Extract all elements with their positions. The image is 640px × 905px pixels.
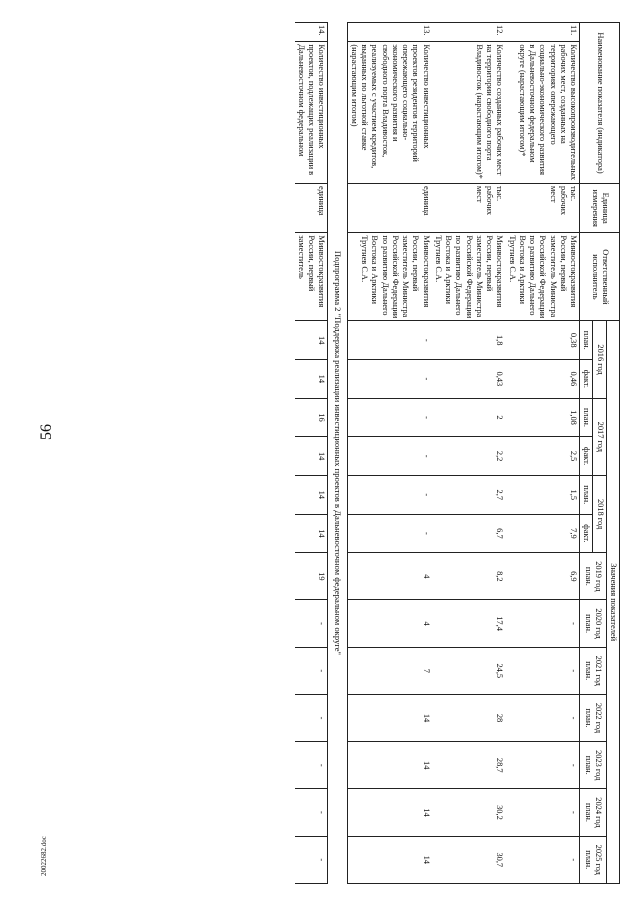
value-cell: 2,7 [432, 475, 506, 514]
subprogram-title: Подпрограмма 2 "Поддержка реализации инвестиционных проектов в Дальневосточном федеральном округе" [328, 23, 347, 884]
row-unit: тыс. рабочих мест [432, 184, 506, 233]
value-cell: 6,9 [506, 553, 580, 600]
value-cell: - [506, 694, 580, 741]
row-number: 13. [347, 23, 432, 42]
header-2020: 2020 год план. [580, 600, 607, 647]
value-cell: 1,8 [432, 321, 506, 360]
header-2017: 2017 год [593, 398, 606, 475]
row-responsible: Минвостокразвития России, первый заместитель Министра Российской Федерации по развитию Дальнего Востока и Арктики Трутнев С.А. [432, 233, 506, 321]
header-plan: план. [580, 475, 593, 514]
row-responsible: Минвостокразвития России, первый заместитель Министра Российской Федерации по развитию Дальнего Востока и Арктики Трутнев С.А. [506, 233, 580, 321]
value-cell: 14 [347, 836, 432, 883]
header-plan: план. [580, 321, 593, 360]
header-plan: план. [580, 398, 593, 437]
header-2021: 2021 год план. [580, 647, 607, 694]
value-cell: 7 [347, 647, 432, 694]
value-cell: 6,7 [432, 514, 506, 553]
value-cell: 2 [432, 398, 506, 437]
value-cell: 0,43 [432, 360, 506, 399]
value-cell: 30,7 [432, 836, 506, 883]
table-row [295, 23, 328, 884]
header-responsible: Ответственный исполнитель [580, 233, 620, 321]
value-cell: 8,2 [432, 553, 506, 600]
value-cell: 16 [295, 398, 328, 437]
row-name: Количество инвестиционных проектов резидентов территорий опережающего социально-экономического развития и свободного порта Владивосток, реализуемых с участием кредитов, выданных по льготной ставке (нарастающим итогом) [347, 42, 432, 184]
value-cell: - [347, 398, 432, 437]
value-cell: - [295, 600, 328, 647]
value-cell: 0,38 [506, 321, 580, 360]
row-unit: тыс. рабочих мест [506, 184, 580, 233]
value-cell: 14 [347, 789, 432, 836]
page-number: 56 [38, 424, 55, 440]
value-cell: - [347, 360, 432, 399]
value-cell: 4 [347, 553, 432, 600]
header-2023: 2023 год план. [580, 742, 607, 789]
row-responsible: Минвостокразвития России, первый заместитель Министра Российской Федерации по развитию Дальнего Востока и Арктики Трутнев С.А. [347, 233, 432, 321]
row-number: 11. [506, 23, 580, 42]
value-cell: 2,2 [432, 437, 506, 476]
value-cell: - [347, 514, 432, 553]
value-cell: 14 [295, 437, 328, 476]
value-cell: 19 [295, 553, 328, 600]
value-cell: 28,7 [432, 742, 506, 789]
value-cell: 28 [432, 694, 506, 741]
header-2018: 2018 год [593, 475, 606, 552]
value-cell: 4 [347, 600, 432, 647]
row-name: Количество созданных рабочих мест на территории свободного порта Владивосток (нарастающим итогом)* [432, 42, 506, 184]
value-cell: 1,08 [506, 398, 580, 437]
header-2019: 2019 год план. [580, 553, 607, 600]
table-row [506, 23, 580, 884]
value-cell: 24,5 [432, 647, 506, 694]
value-cell: 0,46 [506, 360, 580, 399]
row-responsible: Минвостокразвития России, первый заместитель [295, 233, 328, 321]
header-fact: факт. [580, 437, 593, 476]
value-cell: 14 [295, 321, 328, 360]
value-cell: - [506, 600, 580, 647]
header-fact: факт. [580, 360, 593, 399]
row-number: 12. [432, 23, 506, 42]
table-row [432, 23, 506, 884]
value-cell: - [347, 437, 432, 476]
row-name: Количество инвестиционных проектов, подлежащих реализации в Дальневосточном федеральном [295, 42, 328, 184]
value-cell: 17,4 [432, 600, 506, 647]
value-cell: - [295, 647, 328, 694]
value-cell: 7,9 [506, 514, 580, 553]
table-row [347, 23, 432, 884]
value-cell: - [295, 836, 328, 883]
value-cell: - [295, 789, 328, 836]
header-unit: Единица измерения [580, 184, 620, 233]
header-values: Значения показателей [606, 321, 619, 884]
subprogram-row [328, 23, 347, 884]
value-cell: - [506, 742, 580, 789]
value-cell: - [506, 789, 580, 836]
row-unit: единица [347, 184, 432, 233]
row-name: Количество высокопроизводительных рабочих мест, созданных на территориях опережающего социально-экономического развития в Дальневосточном федеральном округе (нарастающим итогом)* [506, 42, 580, 184]
value-cell: 14 [295, 475, 328, 514]
value-cell: 14 [347, 694, 432, 741]
value-cell: 1,5 [506, 475, 580, 514]
value-cell: - [347, 475, 432, 514]
value-cell: - [506, 836, 580, 883]
value-cell: 14 [295, 360, 328, 399]
row-unit: единица [295, 184, 328, 233]
value-cell: - [295, 694, 328, 741]
header-name: Наименование показателя (индикатора) [580, 23, 620, 184]
value-cell: - [506, 647, 580, 694]
header-2016: 2016 год [593, 321, 606, 398]
footer-code: 20022682.doc [40, 836, 48, 876]
value-cell: 2,5 [506, 437, 580, 476]
rotated-table-container [75, 22, 620, 884]
value-cell: 30,2 [432, 789, 506, 836]
indicators-table [295, 22, 620, 884]
value-cell: 14 [295, 514, 328, 553]
value-cell: - [295, 742, 328, 789]
header-2025: 2025 год план. [580, 836, 607, 883]
value-cell: 14 [347, 742, 432, 789]
header-fact: факт. [580, 514, 593, 553]
header-2022: 2022 год план. [580, 694, 607, 741]
value-cell: - [347, 321, 432, 360]
header-2024: 2024 год план. [580, 789, 607, 836]
row-number: 14. [295, 23, 328, 42]
